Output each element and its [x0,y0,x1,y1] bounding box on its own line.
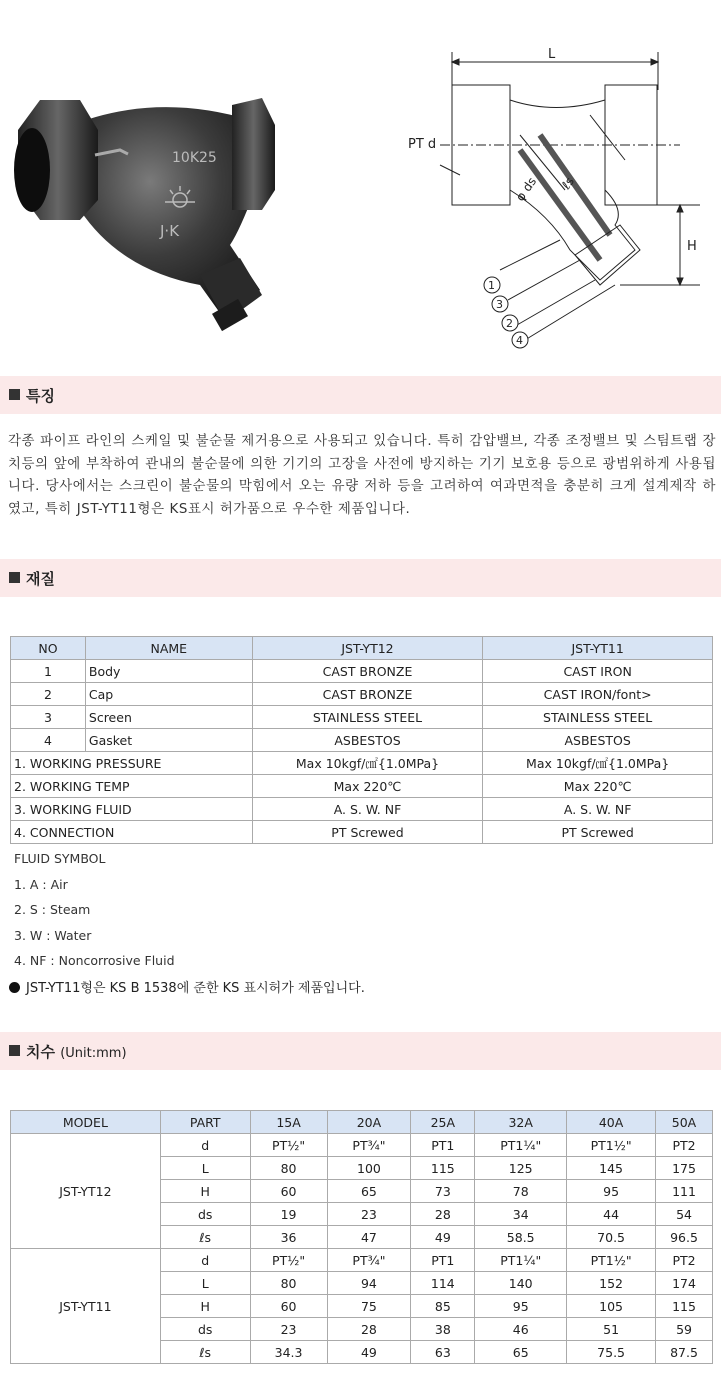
part-name: Gasket [85,729,252,752]
dim-value: PT1 [411,1134,475,1157]
dim-value: 38 [411,1318,475,1341]
dim-value: PT½" [250,1134,327,1157]
dim-value: PT1½" [567,1249,656,1272]
table-row [11,752,713,775]
dim-value: 94 [327,1272,411,1295]
col-header: NO [11,637,86,660]
dim-value: PT2 [656,1249,713,1272]
dim-value: 60 [250,1295,327,1318]
dim-value: 34.3 [250,1341,327,1364]
part-no: 3 [11,706,86,729]
yt11-spec: Max 10kgf/㎠{1.0MPa} [483,752,713,775]
dim-value: 75 [327,1295,411,1318]
dim-value: 54 [656,1203,713,1226]
dim-value: 47 [327,1226,411,1249]
part-no: 1 [11,660,86,683]
dim-value: 44 [567,1203,656,1226]
ks-note [9,977,365,996]
materials-header [0,559,721,597]
dim-value: 80 [250,1272,327,1295]
technical-drawing [400,40,721,360]
spec-label: 4. CONNECTION [11,821,253,844]
yt12-spec: Max 220℃ [252,775,483,798]
part-label: L [160,1272,250,1295]
dim-value: 28 [327,1318,411,1341]
rating-marking: 10K25 [172,150,217,166]
dim-value: 51 [567,1318,656,1341]
spec-label: 3. WORKING FLUID [11,798,253,821]
materials-header-row [11,637,713,660]
dim-value: 140 [475,1272,567,1295]
dim-H-label: H [687,239,697,254]
fluid-symbol-title: FLUID SYMBOL [14,851,106,866]
model-name: JST-YT12 [11,1134,161,1249]
yt12-material: STAINLESS STEEL [252,706,483,729]
dim-value: 23 [327,1203,411,1226]
yt11-spec: Max 220℃ [483,775,713,798]
dim-value: 78 [475,1180,567,1203]
ls-label: ℓs [558,174,577,192]
dim-value: 80 [250,1157,327,1180]
yt12-material: CAST BRONZE [252,683,483,706]
col-header: JST-YT11 [483,637,713,660]
yt12-spec: Max 10kgf/㎠{1.0MPa} [252,752,483,775]
part-no: 4 [11,729,86,752]
dim-value: 114 [411,1272,475,1295]
features-header [0,376,721,414]
part-label: d [160,1134,250,1157]
yt11-material: ASBESTOS [483,729,713,752]
part-label: H [160,1295,250,1318]
svg-text:3: 3 [496,298,503,311]
ds-label: φ ds [512,174,540,204]
dim-value: 70.5 [567,1226,656,1249]
yt12-spec: A. S. W. NF [252,798,483,821]
square-bullet-icon [9,1045,20,1056]
ks-note-text: JST-YT11형은 KS B 1538에 준한 KS 표시허가 제품입니다. [26,981,365,996]
dim-value: PT1½" [567,1134,656,1157]
fluid-symbol-item: 3. W : Water [14,928,92,943]
part-label: d [160,1249,250,1272]
dim-value: PT2 [656,1134,713,1157]
right-hex-port [232,98,275,210]
dim-value: 95 [475,1295,567,1318]
dim-value: 174 [656,1272,713,1295]
dim-value: PT1 [411,1249,475,1272]
svg-text:4: 4 [516,334,523,347]
dim-value: 125 [475,1157,567,1180]
dim-value: 73 [411,1180,475,1203]
dim-value: 87.5 [656,1341,713,1364]
part-name: Body [85,660,252,683]
table-row [11,821,713,844]
callout-4 [512,332,528,348]
col-header: 20A [327,1111,411,1134]
col-header: JST-YT12 [252,637,483,660]
dim-value: 100 [327,1157,411,1180]
col-header: NAME [85,637,252,660]
yt12-material: CAST BRONZE [252,660,483,683]
dim-value: 60 [250,1180,327,1203]
part-label: H [160,1180,250,1203]
dim-value: PT¾" [327,1249,411,1272]
col-header: MODEL [11,1111,161,1134]
yt11-material: CAST IRON/font> [483,683,713,706]
col-header: 40A [567,1111,656,1134]
dim-value: 105 [567,1295,656,1318]
part-label: ds [160,1318,250,1341]
features-title: 특징 [26,387,55,405]
materials-table [10,636,713,844]
dim-value: 46 [475,1318,567,1341]
dim-value: 19 [250,1203,327,1226]
dim-value: 34 [475,1203,567,1226]
dimensions-header [0,1032,721,1070]
col-header: 15A [250,1111,327,1134]
dimensions-table [10,1110,713,1364]
bullet-dot-icon [9,982,20,993]
part-name: Screen [85,706,252,729]
table-row [11,798,713,821]
part-label: ℓs [160,1226,250,1249]
dim-value: PT1¼" [475,1134,567,1157]
spec-label: 2. WORKING TEMP [11,775,253,798]
yt11-material: CAST IRON [483,660,713,683]
table-row [11,1134,713,1157]
dim-value: 49 [411,1226,475,1249]
dim-value: 59 [656,1318,713,1341]
spec-label: 1. WORKING PRESSURE [11,752,253,775]
fluid-symbol-item: 2. S : Steam [14,902,91,917]
col-header: 50A [656,1111,713,1134]
svg-text:1: 1 [488,279,495,292]
fluid-symbol-item: 1. A : Air [14,877,68,892]
dim-value: 111 [656,1180,713,1203]
yt11-spec: PT Screwed [483,821,713,844]
features-text: 각종 파이프 라인의 스케일 및 불순물 제거용으로 사용되고 있습니다. 특히 감압밸브, 각종 조정밸브 및 스팀트랩 장치등의 앞에 부착하여 관내의 불순물에 의한 기기의 고장을 사전에 방지하는 기기 보호용 등으로 광범위하게 사용됩니다. 당사에서는 스크린이 불순물의 막힘에서 오는 유량 저하 등을 고려하여 여과면적을 충분히 크게 설계제작 하였고, 특히 JST-YT11형은 KS표시 허가품으로 우수한 제품입니다. [8,434,716,517]
pt-d-label: PT d [408,137,437,152]
part-label: L [160,1157,250,1180]
dim-value: 145 [567,1157,656,1180]
brand-marking: J·K [160,222,180,240]
dim-value: 49 [327,1341,411,1364]
part-label: ℓs [160,1341,250,1364]
table-row [11,729,713,752]
dim-L-label: L [548,47,556,62]
part-label: ds [160,1203,250,1226]
square-bullet-icon [9,572,20,583]
table-row [11,706,713,729]
left-hex-port [14,100,98,220]
dim-value: 115 [656,1295,713,1318]
dim-value: 152 [567,1272,656,1295]
dim-value: 36 [250,1226,327,1249]
dim-value: 65 [475,1341,567,1364]
callout-3 [492,296,508,312]
table-row [11,1249,713,1272]
yt11-spec: A. S. W. NF [483,798,713,821]
table-row [11,683,713,706]
dim-value: 63 [411,1341,475,1364]
dim-value: 28 [411,1203,475,1226]
dim-value: 23 [250,1318,327,1341]
part-name: Cap [85,683,252,706]
callout-1 [484,277,500,293]
dim-value: 95 [567,1180,656,1203]
dimensions-header-row [11,1111,713,1134]
dim-value: PT¾" [327,1134,411,1157]
table-row [11,660,713,683]
dim-value: 115 [411,1157,475,1180]
dim-value: PT½" [250,1249,327,1272]
part-no: 2 [11,683,86,706]
dimensions-unit: (Unit:mm) [60,1046,127,1061]
dimensions-title: 치수 (Unit:mm) [26,1043,127,1061]
col-header: 25A [411,1111,475,1134]
dim-value: PT1¼" [475,1249,567,1272]
dim-value: 65 [327,1180,411,1203]
dim-value: 175 [656,1157,713,1180]
dim-value: 75.5 [567,1341,656,1364]
square-bullet-icon [9,389,20,400]
yt12-material: ASBESTOS [252,729,483,752]
svg-text:2: 2 [506,317,513,330]
dim-value: 96.5 [656,1226,713,1249]
materials-title: 재질 [26,570,55,588]
dim-value: 85 [411,1295,475,1318]
model-name: JST-YT11 [11,1249,161,1364]
col-header: 32A [475,1111,567,1134]
product-photo [0,70,300,340]
dim-value: 58.5 [475,1226,567,1249]
yt11-material: STAINLESS STEEL [483,706,713,729]
col-header: PART [160,1111,250,1134]
callout-2 [502,315,518,331]
yt12-spec: PT Screwed [252,821,483,844]
table-row [11,775,713,798]
fluid-symbol-item: 4. NF : Noncorrosive Fluid [14,953,175,968]
